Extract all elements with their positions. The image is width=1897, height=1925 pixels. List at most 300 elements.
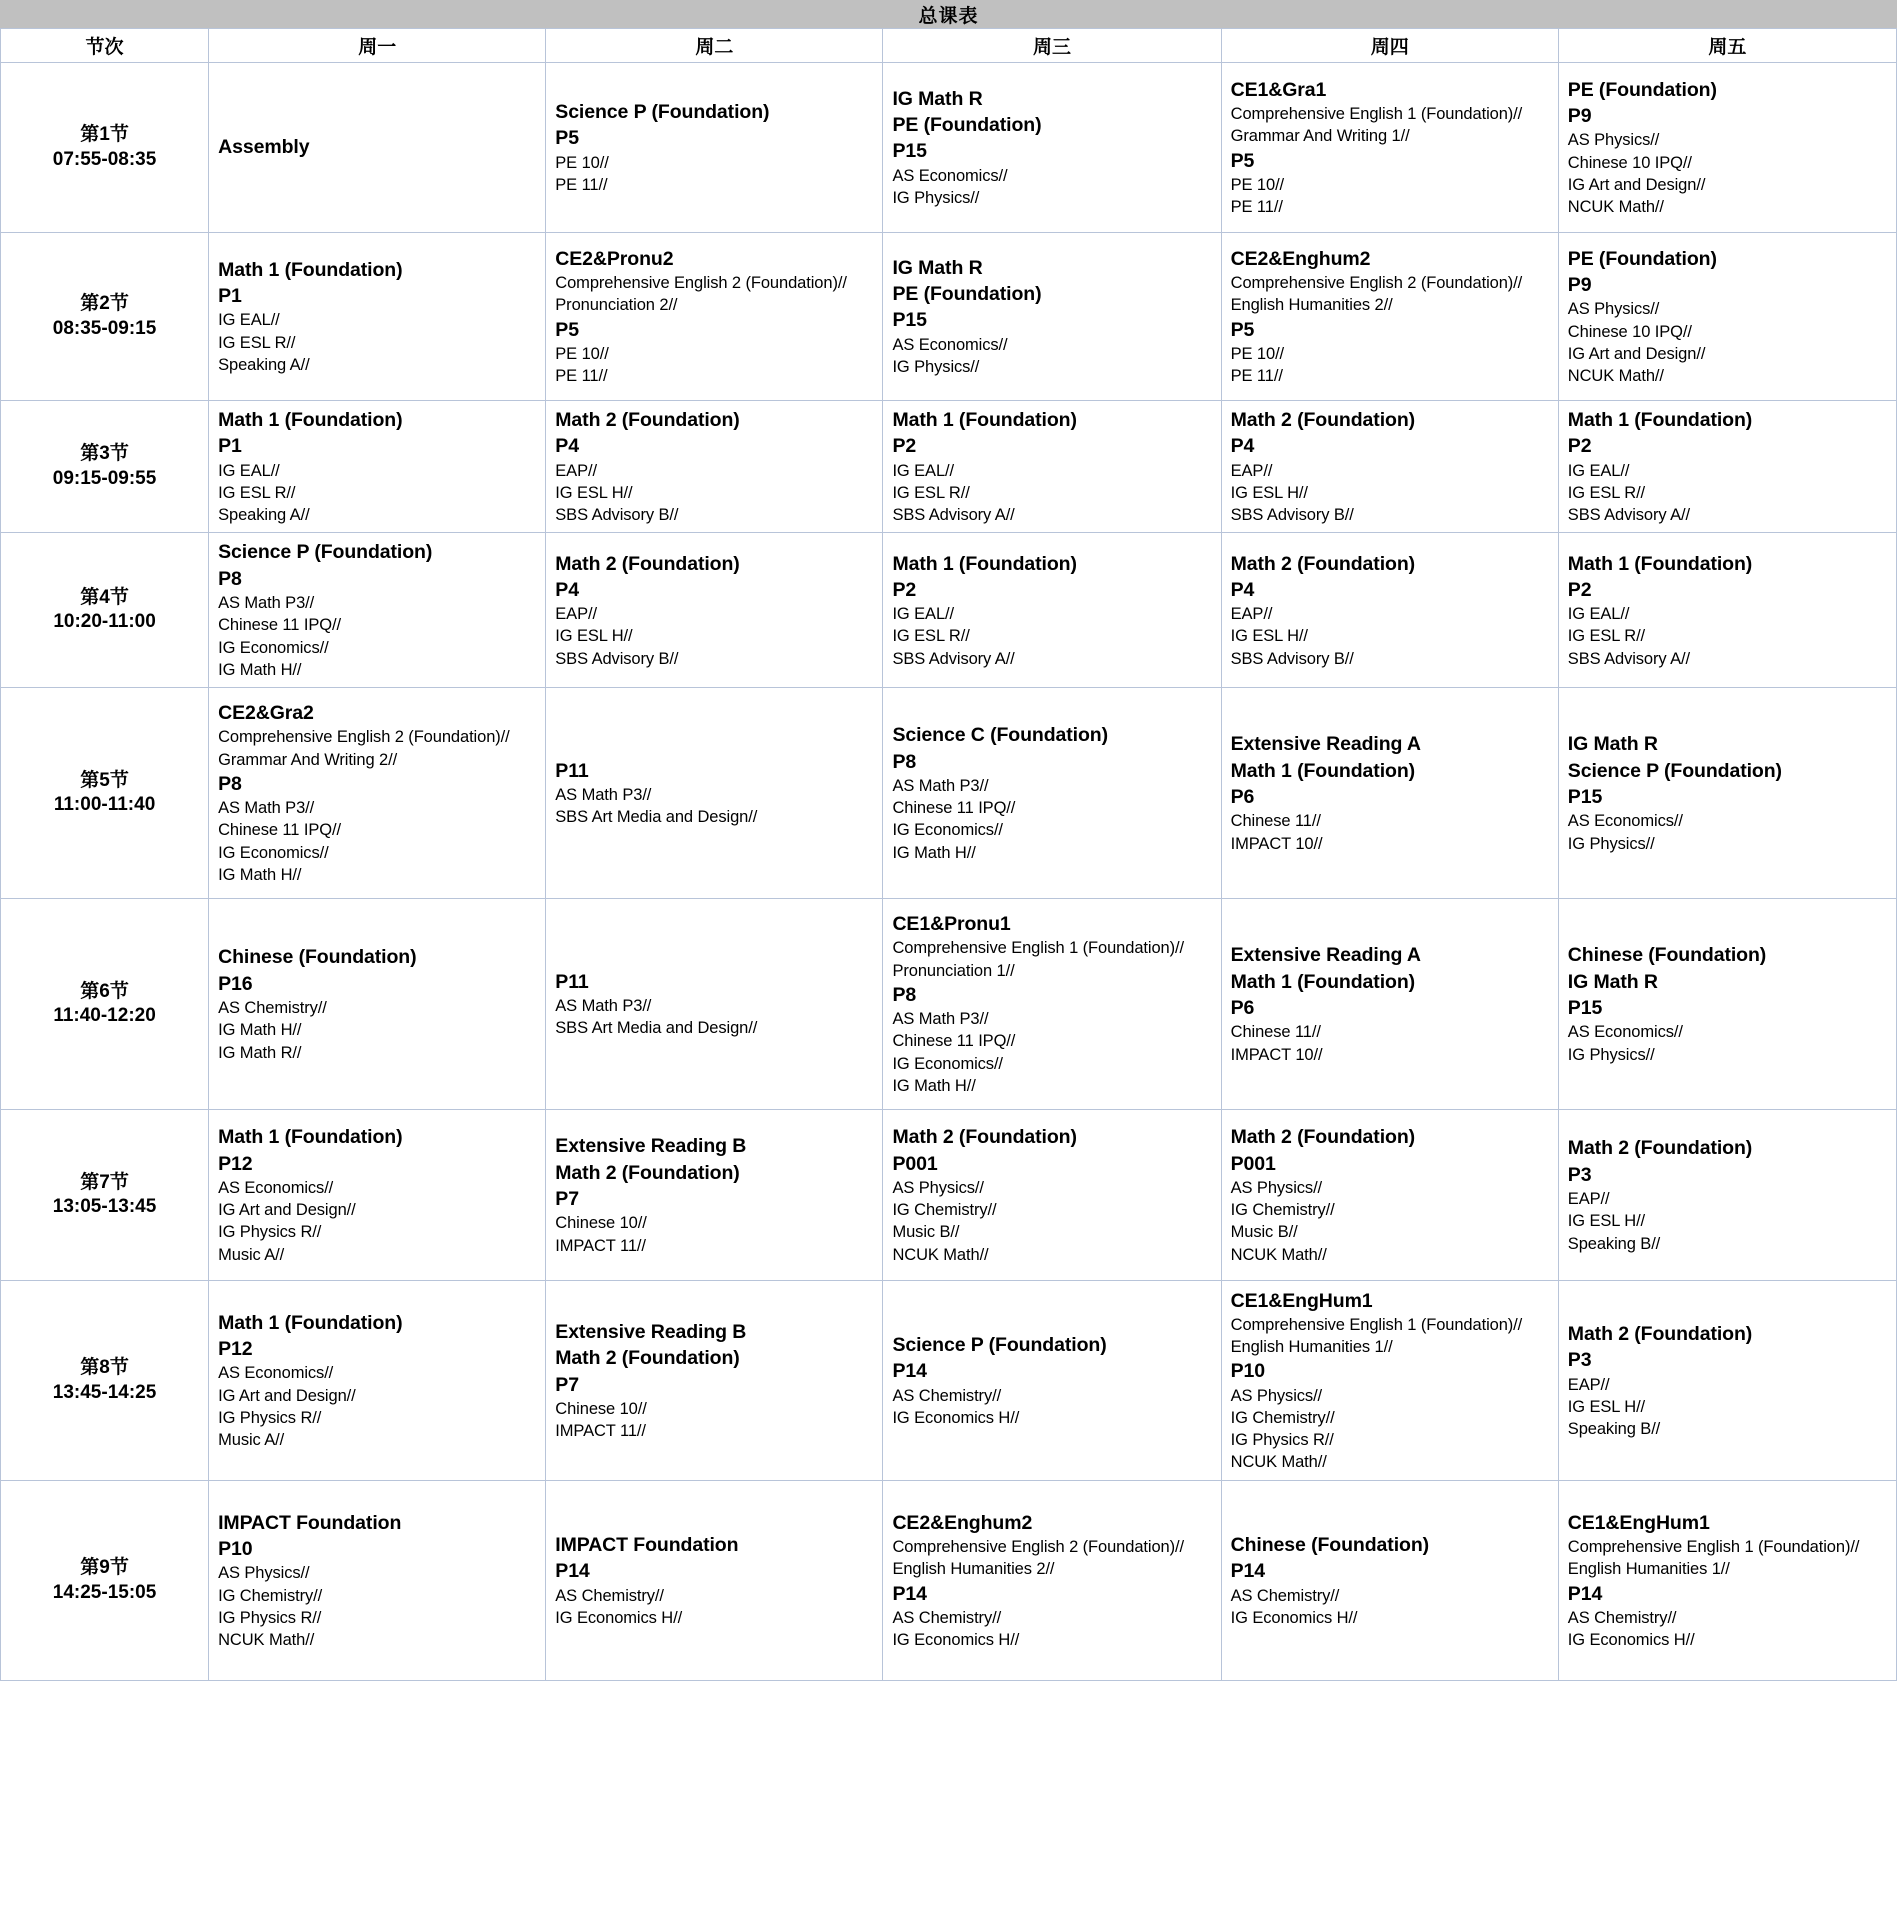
course-title-line: P15 [892,140,927,163]
course-detail-line: AS Economics// [892,335,1008,354]
course-title-line: P10 [218,1538,253,1561]
course-title-line: P8 [218,772,242,795]
schedule-cell[interactable] [1558,1281,1896,1481]
course-detail-line: SBS Advisory A// [1567,506,1691,525]
schedule-cell[interactable] [883,63,1221,233]
table-row [1,899,1897,1110]
course-detail-line: Comprehensive English 2 (Foundation)// [1230,273,1523,292]
course-title-line: P15 [892,309,927,332]
course-title-line: Math 2 (Foundation) [1230,1126,1416,1149]
course-detail-line: IG ESL R// [1567,483,1646,502]
course-detail-line: IG Physics R// [218,1608,322,1627]
schedule-cell[interactable] [1221,1481,1558,1681]
course-detail-line: Comprehensive English 1 (Foundation)// [1230,1315,1523,1334]
course-detail-line: AS Chemistry// [218,999,327,1018]
course-detail-line: Chinese 11 IPQ// [892,799,1016,818]
course-detail-line: Chinese 11// [1230,1023,1321,1042]
schedule-cell[interactable] [1221,1281,1558,1481]
course-detail-line: IG ESL R// [892,483,970,502]
period-label [1,899,209,1110]
course-title-line: P14 [1567,1582,1603,1605]
course-title-line: CE2&Gra2 [218,702,314,724]
course-detail-line: Chinese 11// [1230,812,1321,831]
course-title-line: P14 [892,1582,927,1605]
course-detail-line: AS Physics// [1567,300,1660,319]
course-title-line: P2 [1567,578,1592,601]
course-title-line: P12 [218,1338,253,1361]
course-detail-line: Chinese 10// [555,1399,647,1418]
course-detail-line: AS Math P3// [555,786,652,804]
period-number: 第9节 [80,1557,129,1579]
course-detail-line: English Humanities 2// [892,1560,1055,1579]
course-detail-line: AS Chemistry// [892,1608,1002,1627]
schedule-cell[interactable] [883,401,1221,533]
schedule-cell[interactable] [883,233,1221,401]
course-detail-line: IMPACT 11// [555,1236,646,1255]
course-title-line: P6 [1230,786,1255,808]
course-title-line: Math 2 (Foundation) [1230,409,1416,431]
course-detail-line: NCUK Math// [1230,1245,1327,1264]
course-detail-line: IG ESL H// [1567,1397,1646,1416]
course-detail-line: IMPACT 10// [1230,834,1323,853]
course-detail-line: IG ESL H// [555,627,633,646]
course-title-line: Extensive Reading B [555,1320,747,1343]
course-detail-line: IG Math H// [218,660,302,679]
course-detail-line: IG Chemistry// [1230,1408,1335,1427]
course-title-line: Math 1 (Foundation) [218,1126,403,1149]
course-detail-line: IG Chemistry// [218,1586,323,1605]
course-title-line: Math 2 (Foundation) [1230,552,1416,575]
course-detail-line: Chinese 11 IPQ// [218,821,341,840]
course-detail-line: IG EAL// [892,461,955,480]
schedule-cell[interactable] [209,1481,546,1681]
course-title-line: IG Math R [892,87,983,110]
period-label [1,1281,209,1481]
course-detail-line: IG Economics// [892,821,1003,840]
course-detail-line: Chinese 10 IPQ// [1567,322,1692,341]
course-detail-line: IG EAL// [218,311,280,330]
course-detail-line: English Humanities 1// [1567,1560,1730,1579]
schedule-cell[interactable] [883,1281,1221,1481]
table-row [1,1481,1897,1681]
course-title-line: Science C (Foundation) [892,724,1109,747]
course-detail-line: AS Physics// [892,1178,984,1197]
course-title-line: P14 [555,1560,590,1583]
schedule-cell[interactable] [209,1110,546,1281]
table-row [1,63,1897,233]
course-detail-line: EAP// [1567,1375,1610,1394]
course-title-line: P4 [555,578,579,601]
course-detail-line: Chinese 10// [555,1214,647,1233]
course-title-line: P5 [1230,318,1255,341]
period-time: 09:15-09:55 [52,467,157,489]
course-detail-line: Comprehensive English 2 (Foundation)// [892,1538,1184,1557]
course-detail-line: IG Chemistry// [892,1201,997,1220]
course-title-line: Math 2 (Foundation) [1567,1322,1753,1345]
course-title-line: CE2&Pronu2 [555,247,674,270]
course-title-line: P7 [555,1373,579,1396]
course-title-line: P3 [1567,1163,1592,1186]
course-title-line: IMPACT Foundation [218,1511,402,1534]
course-detail-line: AS Physics// [1230,1386,1323,1405]
course-detail-line: SBS Advisory B// [1230,506,1354,525]
course-detail-line: EAP// [555,461,597,480]
course-detail-line: EAP// [1230,605,1273,624]
course-detail-line: PE 10// [1230,344,1285,363]
course-detail-line: EAP// [555,605,597,624]
period-time: 13:05-13:45 [52,1196,157,1218]
course-detail-line: IG Math R// [218,1043,302,1062]
course-detail-line: IG Physics R// [1230,1431,1334,1450]
course-detail-line: IG ESL H// [1567,1212,1646,1231]
course-detail-line: AS Physics// [218,1564,310,1583]
course-title-line: Extensive Reading B [555,1135,747,1158]
course-title-line: Math 1 (Foundation) [892,409,1077,431]
schedule-cell[interactable] [1558,533,1896,688]
schedule-cell[interactable] [546,63,883,233]
course-detail-line: IG Economics H// [1230,1608,1358,1627]
course-detail-line: SBS Advisory B// [1230,649,1354,668]
schedule-cell[interactable] [1221,1110,1558,1281]
schedule-cell[interactable] [1558,401,1896,533]
table-body [1,63,1897,1681]
course-detail-line: SBS Advisory A// [892,506,1015,525]
course-detail-line: PE 10// [555,153,609,172]
course-detail-line: IG Physics R// [218,1408,322,1427]
course-detail-line: SBS Advisory A// [1567,649,1691,668]
period-time: 11:00-11:40 [53,794,156,816]
course-title-line: P8 [218,567,242,590]
schedule-cell[interactable] [546,899,883,1110]
course-title-line: P1 [218,285,242,308]
course-detail-line: PE 11// [1230,367,1283,386]
period-number: 第3节 [80,443,129,465]
course-detail-line: Music A// [218,1245,285,1264]
course-detail-line: Comprehensive English 1 (Foundation)// [892,939,1184,958]
course-title-line: P8 [892,750,917,773]
course-title-line: P2 [892,578,917,601]
course-title-line: P4 [1230,578,1255,601]
course-title-line: P16 [218,972,253,995]
schedule-cell[interactable] [1558,63,1896,233]
course-title-line: PE (Foundation) [892,114,1042,137]
schedule-cell[interactable] [1558,899,1896,1110]
course-title-line: P9 [1567,273,1592,296]
course-detail-line: IMPACT 10// [1230,1045,1323,1064]
table-row [1,688,1897,899]
schedule-cell[interactable] [883,899,1221,1110]
table-row [1,533,1897,688]
course-detail-line: AS Economics// [218,1178,334,1197]
course-detail-line: English Humanities 2// [1230,296,1393,315]
course-detail-line: AS Chemistry// [1230,1586,1340,1605]
course-detail-line: IG Economics H// [1567,1631,1695,1650]
course-detail-line: IG EAL// [1567,605,1630,624]
period-time: 13:45-14:25 [52,1381,157,1403]
course-detail-line: IG Math H// [892,1076,976,1095]
schedule-cell[interactable] [209,233,546,401]
period-label [1,688,209,899]
course-detail-line: SBS Advisory B// [555,649,679,668]
course-detail-line: IG ESL R// [218,483,296,502]
course-detail-line: NCUK Math// [1567,198,1664,217]
course-title-line: IG Math R [1567,970,1658,993]
course-title-line: Math 1 (Foundation) [218,1311,403,1334]
course-detail-line: AS Math P3// [892,776,989,795]
course-detail-line: IG EAL// [1567,461,1630,480]
course-title-line: Math 1 (Foundation) [1567,409,1753,431]
schedule-cell[interactable] [1221,533,1558,688]
schedule-cell[interactable] [209,63,546,233]
course-title-line: Chinese (Foundation) [1230,1534,1430,1557]
course-title-line: Math 2 (Foundation) [555,1161,740,1184]
course-detail-line: AS Chemistry// [892,1386,1002,1405]
course-title-line: P15 [1567,997,1603,1019]
course-detail-line: Music B// [1230,1223,1298,1242]
course-title-line: Math 1 (Foundation) [892,552,1077,575]
course-detail-line: IG ESL R// [218,333,296,352]
course-detail-line: SBS Advisory A// [892,649,1015,668]
course-title-line: CE2&Enghum2 [1230,247,1371,270]
schedule-cell[interactable] [1558,1110,1896,1281]
course-detail-line: IG Art and Design// [218,1201,356,1220]
course-detail-line: IG Physics// [1567,834,1655,853]
period-number: 第6节 [80,980,129,1002]
course-detail-line: PE 10// [1230,175,1285,194]
course-title-line: P001 [892,1152,938,1175]
schedule-cell[interactable] [209,533,546,688]
course-detail-line: IG Physics// [1567,1045,1655,1064]
course-detail-line: Comprehensive English 2 (Foundation)// [555,273,847,292]
course-detail-line: AS Math P3// [892,1010,989,1029]
course-title-line: P5 [555,318,579,341]
course-title-line: PE (Foundation) [1567,247,1717,270]
course-detail-line: IG Art and Design// [1567,344,1706,363]
schedule-cell[interactable] [546,233,883,401]
course-detail-line: PE 11// [1230,198,1283,217]
course-detail-line: IG Art and Design// [1567,175,1706,194]
course-detail-line: IG ESL R// [892,627,970,646]
schedule-cell[interactable] [209,899,546,1110]
course-detail-line: IG Art and Design// [218,1386,356,1405]
course-detail-line: Comprehensive English 2 (Foundation)// [218,728,510,747]
course-detail-line: English Humanities 1// [1230,1338,1393,1357]
schedule-cell[interactable] [1221,233,1558,401]
course-detail-line: IMPACT 11// [555,1422,646,1441]
schedule-cell[interactable] [1558,1481,1896,1681]
course-title-line: P9 [1567,104,1592,127]
course-title-line: Math 1 (Foundation) [218,409,403,431]
course-title-line: P5 [555,127,579,150]
course-title-line: Math 1 (Foundation) [218,258,403,281]
course-detail-line: AS Math P3// [218,594,315,613]
period-label [1,401,209,533]
course-detail-line: Speaking B// [1567,1420,1661,1439]
period-number: 第7节 [80,1171,129,1193]
table-row [1,1110,1897,1281]
course-title-line: P8 [892,983,917,1006]
schedule-cell[interactable] [546,1481,883,1681]
course-detail-line: EAP// [1567,1190,1610,1209]
course-title-line: P10 [1230,1360,1266,1383]
course-detail-line: PE 10// [555,344,609,363]
schedule-cell[interactable] [546,533,883,688]
course-detail-line: IG ESL H// [1230,627,1308,646]
course-title-line: P4 [555,435,579,458]
period-time: 14:25-15:05 [52,1581,157,1603]
course-title-line: P11 [555,759,589,782]
schedule-cell[interactable] [209,401,546,533]
course-title-line: P14 [1230,1560,1266,1583]
table-row [1,401,1897,533]
course-detail-line: IG Physics R// [218,1223,322,1242]
course-detail-line: AS Math P3// [218,799,315,818]
course-detail-line: IG Math H// [218,1021,302,1040]
course-detail-line: IG Chemistry// [1230,1201,1335,1220]
course-title-line: CE1&EngHum1 [1567,1511,1710,1534]
course-detail-line: AS Math P3// [555,997,652,1015]
course-detail-line: SBS Advisory B// [555,506,679,525]
period-time: 07:55-08:35 [52,148,157,170]
course-title-line: Math 2 (Foundation) [555,409,740,431]
course-title-line: P7 [555,1188,579,1210]
schedule-cell[interactable] [209,1281,546,1481]
schedule-cell[interactable] [1558,233,1896,401]
course-detail-line: Music B// [892,1223,960,1242]
page-title: 总课表 [918,5,979,27]
period-number: 第2节 [80,293,129,315]
course-detail-line: IG Physics// [892,188,980,207]
course-title-line: P15 [1567,786,1603,808]
header-row [1,29,1897,63]
period-label [1,533,209,688]
column-header-wednesday: 周三 [883,29,1221,63]
course-title-line: CE1&Pronu1 [892,913,1011,935]
schedule-cell[interactable] [1221,63,1558,233]
schedule-table [0,28,1897,1681]
period-time: 11:40-12:20 [53,1005,156,1027]
course-detail-line: AS Economics// [1567,812,1683,831]
course-title-line: CE2&Enghum2 [892,1511,1033,1534]
course-detail-line: Comprehensive English 1 (Foundation)// [1230,104,1523,123]
schedule-cell[interactable] [1221,688,1558,899]
course-detail-line: Grammar And Writing 1// [1230,127,1410,146]
course-detail-line: SBS Art Media and Design// [555,808,758,827]
course-title-line: Math 2 (Foundation) [1567,1137,1753,1160]
course-detail-line: AS Economics// [892,166,1008,185]
schedule-cell[interactable] [209,688,546,899]
course-title-line: P6 [1230,997,1255,1019]
course-detail-line: IG ESL H// [555,483,633,502]
schedule-cell[interactable] [883,1110,1221,1281]
course-title-line: Chinese (Foundation) [218,946,417,969]
course-detail-line: IG EAL// [218,461,280,480]
schedule-cell[interactable] [883,1481,1221,1681]
course-title-line: Science P (Foundation) [892,1334,1107,1357]
table-header [1,29,1897,63]
course-title-line: IMPACT Foundation [555,1534,739,1557]
course-title-line: P14 [892,1360,927,1383]
schedule-cell[interactable] [883,688,1221,899]
course-title-line: CE1&Gra1 [1230,78,1327,101]
period-number: 第4节 [80,586,129,608]
period-number: 第1节 [80,124,129,146]
course-detail-line: IG Math H// [892,843,976,862]
schedule-cell[interactable] [546,1110,883,1281]
course-title-line: P1 [218,435,242,458]
course-detail-line: IG Economics// [218,843,329,862]
course-detail-line: IG ESL H// [1230,483,1308,502]
schedule-cell[interactable] [1221,401,1558,533]
course-detail-line: Chinese 11 IPQ// [218,616,341,635]
course-detail-line: IG Economics// [218,638,329,657]
column-header-tuesday: 周二 [546,29,883,63]
course-detail-line: NCUK Math// [892,1245,989,1264]
period-label [1,233,209,401]
course-title-line: Math 2 (Foundation) [555,1347,740,1370]
course-detail-line: Grammar And Writing 2// [218,750,398,769]
course-title-line: P12 [218,1152,253,1175]
course-detail-line: NCUK Math// [218,1631,315,1650]
table-row [1,1281,1897,1481]
course-detail-line: IG Economics H// [892,1408,1020,1427]
course-title-line: PE (Foundation) [892,283,1042,306]
course-detail-line: PE 11// [555,367,608,386]
course-detail-line: AS Chemistry// [1567,1608,1677,1627]
course-title-line: P3 [1567,1349,1592,1372]
course-detail-line: Speaking A// [218,506,310,525]
period-number: 第5节 [80,769,129,791]
period-label [1,1481,209,1681]
course-title-line: P11 [555,970,589,993]
course-title-line: Math 1 (Foundation) [1567,552,1753,575]
column-header-monday: 周一 [209,29,546,63]
schedule-cell[interactable] [546,688,883,899]
schedule-cell[interactable] [1221,899,1558,1110]
schedule-cell[interactable] [546,1281,883,1481]
period-label [1,1110,209,1281]
schedule-cell[interactable] [1558,688,1896,899]
course-detail-line: AS Economics// [1567,1023,1683,1042]
course-title-line: Math 1 (Foundation) [1230,970,1416,993]
period-number: 第8节 [80,1357,129,1379]
course-title-line: P5 [1230,149,1255,172]
course-detail-line: NCUK Math// [1567,367,1664,386]
course-title-line: Math 2 (Foundation) [892,1126,1077,1149]
course-detail-line: Pronunciation 1// [892,961,1015,980]
schedule-cell[interactable] [546,401,883,533]
course-title-line: Science P (Foundation) [1567,759,1782,782]
course-detail-line: Comprehensive English 1 (Foundation)// [1567,1538,1860,1557]
course-detail-line: IG Economics H// [555,1608,683,1627]
course-detail-line: AS Physics// [1230,1178,1323,1197]
course-title-line: IG Math R [1567,733,1658,756]
schedule-cell[interactable] [883,533,1221,688]
course-detail-line: AS Economics// [218,1364,334,1383]
course-title-line: Math 2 (Foundation) [555,552,740,575]
course-detail-line: Chinese 10 IPQ// [1567,153,1692,172]
course-detail-line: IG EAL// [892,605,955,624]
course-detail-line: IG Economics// [892,1054,1003,1073]
period-time: 08:35-09:15 [52,317,157,339]
course-detail-line: IG ESL R// [1567,627,1646,646]
course-detail-line: EAP// [1230,461,1273,480]
period-time: 10:20-11:00 [53,611,156,633]
course-detail-line: PE 11// [555,175,608,194]
course-title-line: P2 [892,435,917,458]
course-detail-line: Pronunciation 2// [555,296,678,315]
course-title-line: P4 [1230,435,1255,458]
